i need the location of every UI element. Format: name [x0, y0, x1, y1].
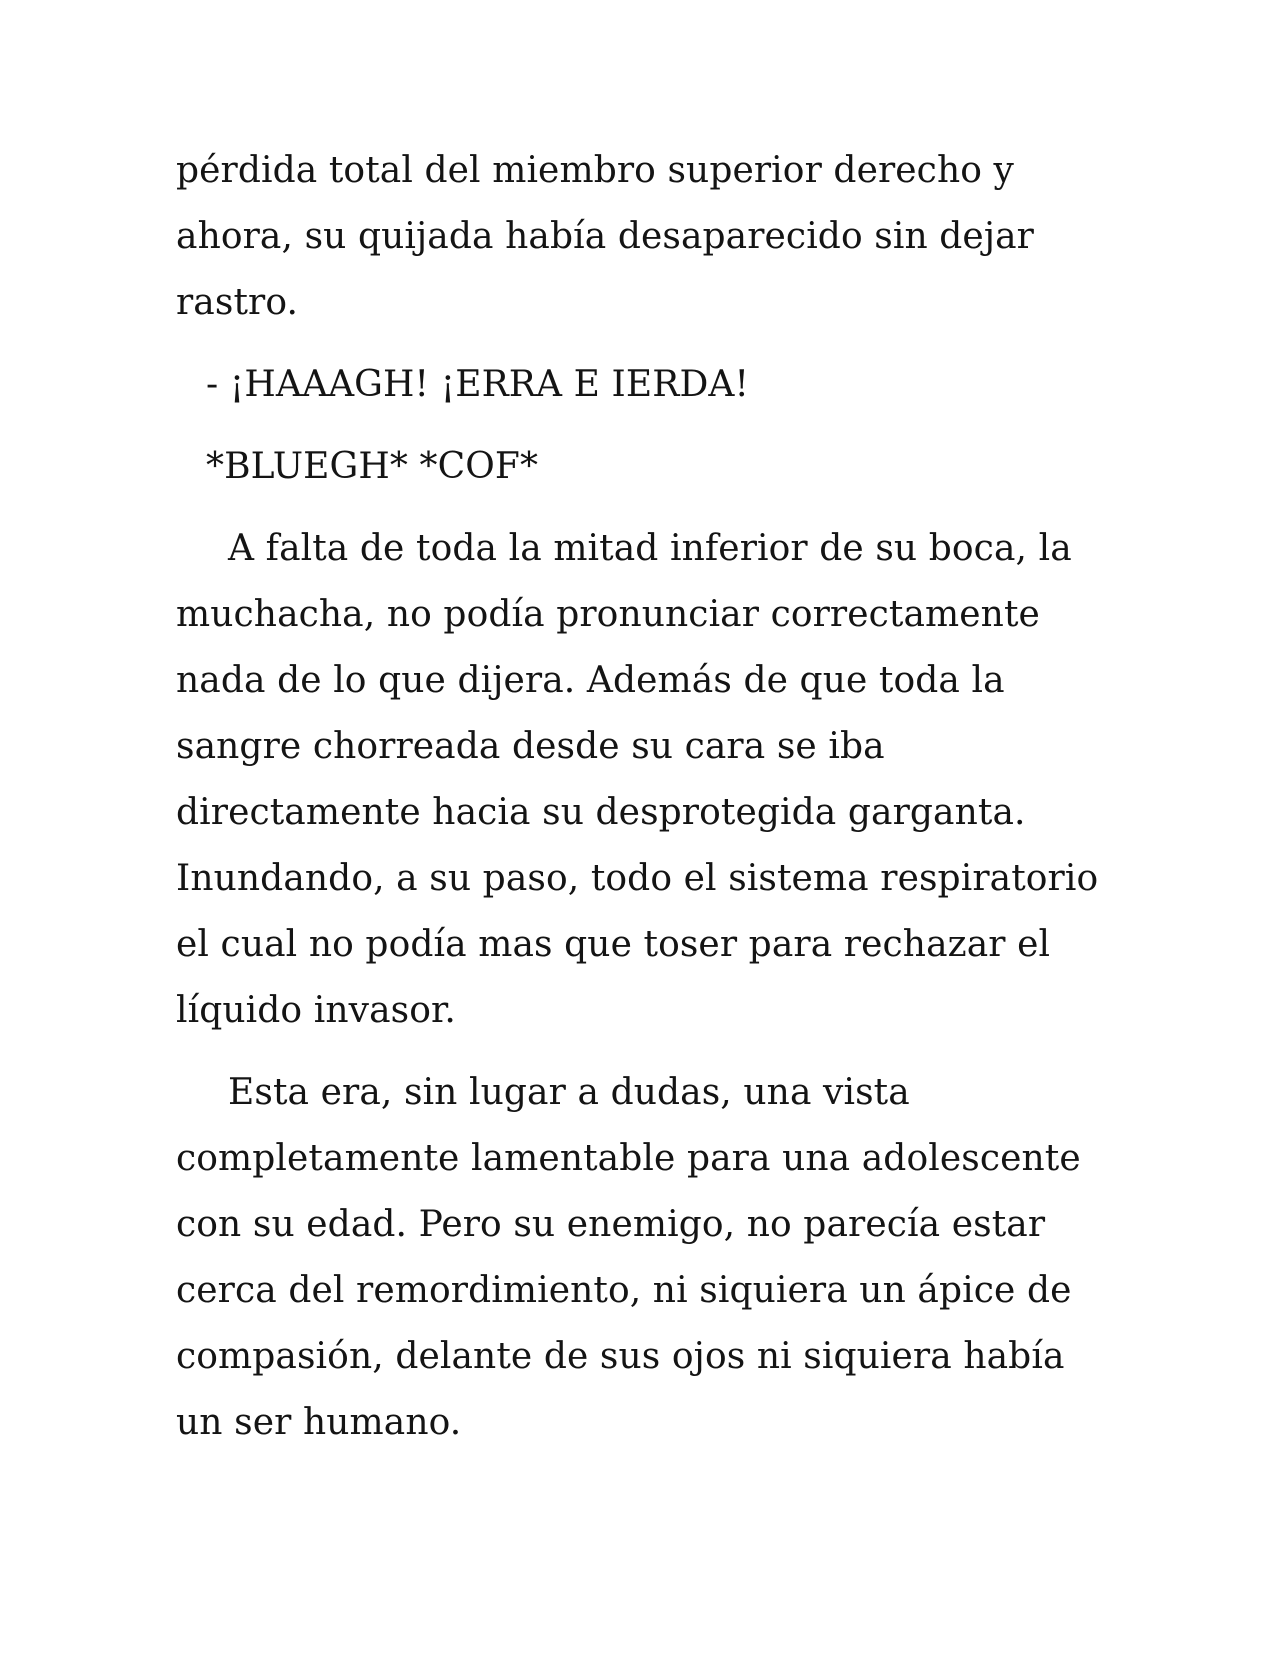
sound-effect-line: *BLUEGH* *COF* [206, 446, 539, 487]
paragraph-continuation: pérdida total del miembro superior derecho y ahora, su quijada había desaparecido sin dejar rastro. [176, 150, 1034, 323]
dialogue-line: - ¡HAAAGH! ¡ERRA E IERDA! [206, 364, 750, 405]
paragraph: A falta de toda la mitad inferior de su boca, la muchacha, no podía pronunciar correctamente nada de lo que dijera. Además de que toda la sangre chorreada desde su cara se iba directamente hacia su desprotegida garganta. Inundando, a su paso, todo el sistema respiratorio el cual no podía mas que toser para rechazar el líquido invasor. [176, 528, 1099, 1031]
paragraph: Esta era, sin lugar a dudas, una vista completamente lamentable para una adolescente con su edad. Pero su enemigo, no parecía estar cerca del remordimiento, ni siquiera un ápice de compasión, delante de sus ojos ni siquiera había un ser humano. [176, 1072, 1081, 1443]
body-text [176, 138, 1116, 1456]
